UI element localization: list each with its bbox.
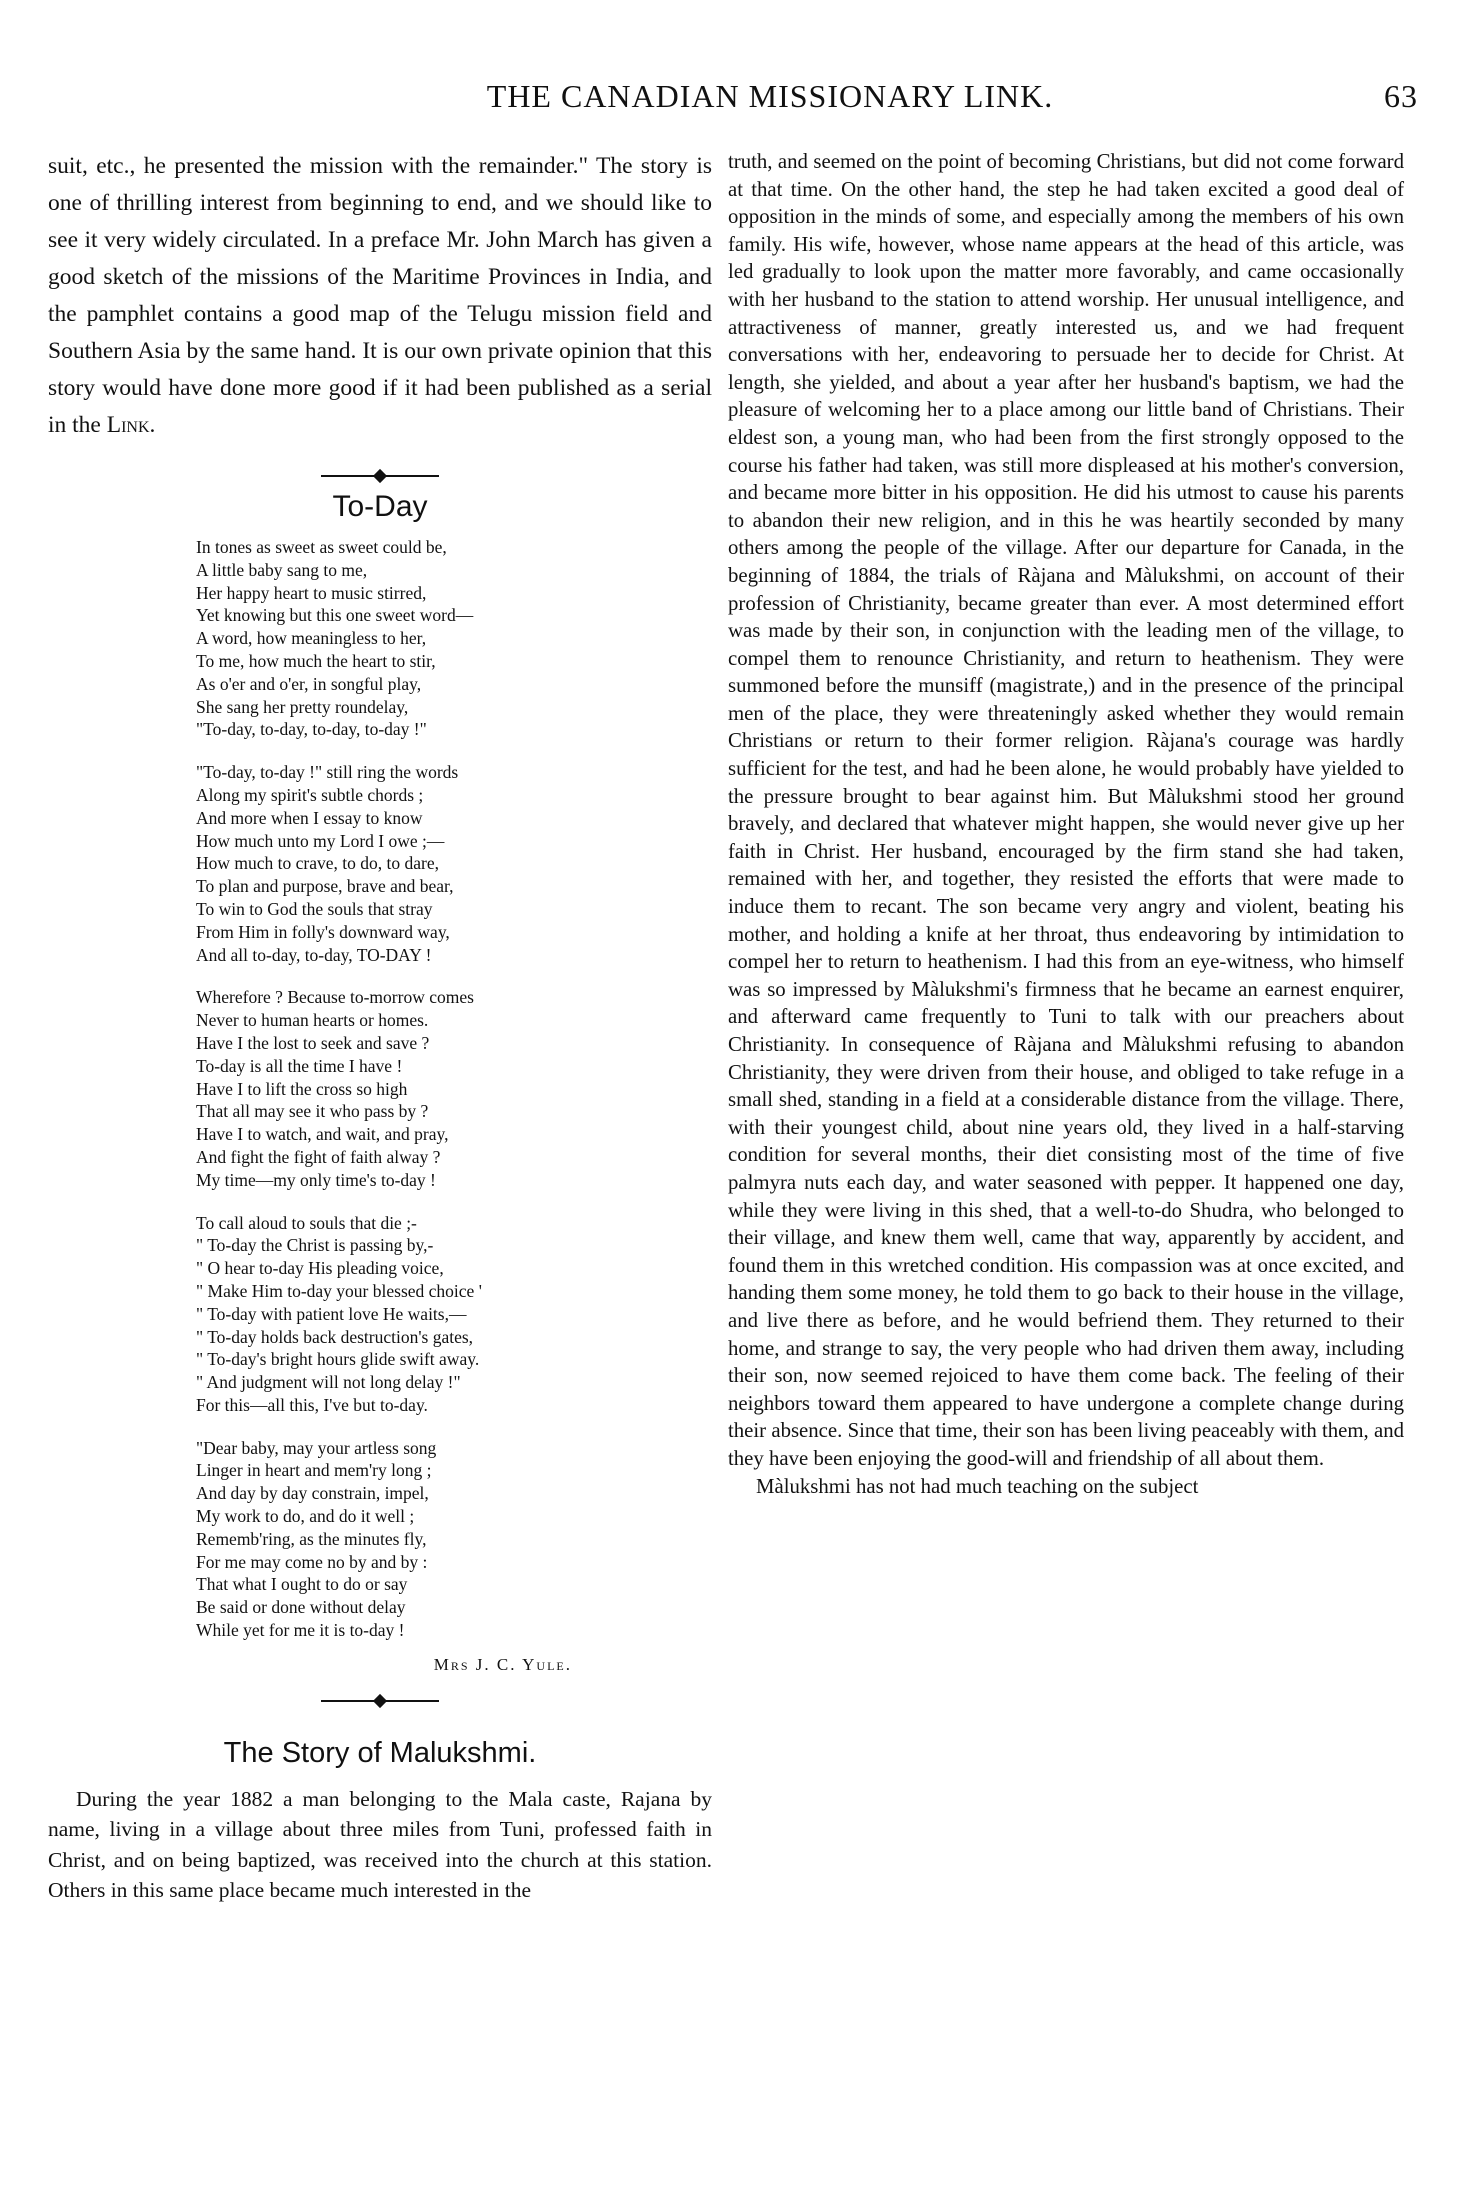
intro-text-before: suit, etc., he presented the mission with the remainder." The story is one of thrilling interest from beginning to end, and we should like to see it very widely circulated. In a preface Mr. John March has given a good sketch of the missions of the Maritime Provinces in India, and the pamphlet contains a good map of the Telugu mission field and Southern Asia by the same hand. It is our own private opinion that this story would have done more good if it had been published as a serial in the: [48, 153, 712, 438]
magazine-title: THE CANADIAN MISSIONARY LINK.: [486, 78, 1054, 114]
poem-stanza: [196, 1437, 712, 1642]
poem-line: To me, how much the heart to stir,: [196, 650, 436, 671]
poem-line: While yet for me it is to-day !: [196, 1620, 405, 1641]
poem-title: To-Day: [332, 490, 428, 523]
poem-line: From Him in folly's downward way,: [196, 921, 450, 942]
poem-line: Wherefore ? Because to-morrow comes: [196, 987, 474, 1008]
poem-line: "To-day, to-day, to-day, to-day !": [196, 719, 427, 740]
poem-line: My work to do, and do it well ;: [196, 1506, 415, 1527]
page-number: 63: [1384, 78, 1418, 114]
poem-line: " And judgment will not long delay !": [196, 1372, 461, 1393]
poem-line: Her happy heart to music stirred,: [196, 582, 427, 603]
story-paragraph: During the year 1882 a man belonging to the Mala caste, Rajana by name, living in a village about three miles from Tuni, professed faith in Christ, and on being baptized, was received into the church at this station. Others in this same place became much interested in the: [48, 1786, 712, 1903]
poem-line: Have I to watch, and wait, and pray,: [196, 1124, 449, 1145]
poem-line: Along my spirit's subtle chords ;: [196, 784, 424, 805]
poem-line: A little baby sang to me,: [196, 559, 368, 580]
running-header: [40, 78, 1420, 128]
poem-line: " To-day the Christ is passing by,-: [196, 1235, 434, 1256]
story-paragraph: Màlukshmi has not had much teaching on the subject: [756, 1474, 1199, 1498]
poem-line: Never to human hearts or homes.: [196, 1010, 429, 1031]
poem-line: In tones as sweet as sweet could be,: [196, 537, 447, 557]
intro-text-after: .: [149, 412, 156, 438]
poem-line: " Make Him to-day your blessed choice ': [196, 1280, 482, 1301]
poem-line: My time—my only time's to-day !: [196, 1169, 436, 1190]
poem-line: Rememb'ring, as the minutes fly,: [196, 1528, 427, 1549]
poem-stanza: [196, 986, 712, 1191]
poem-line: "Dear baby, may your artless song: [196, 1437, 437, 1458]
poem-line: Have I to lift the cross so high: [196, 1078, 408, 1099]
poem-line: She sang her pretty roundelay,: [196, 696, 409, 717]
left-column: [48, 148, 712, 1906]
poem-line: Be said or done without delay: [196, 1597, 406, 1618]
poem: [48, 536, 712, 1677]
story-title: The Story of Malukshmi.: [223, 1736, 537, 1769]
poem-line: For me may come no by and by :: [196, 1551, 428, 1572]
section-divider: [48, 1689, 712, 1713]
poem-author: Mrs J. C. Yule.: [433, 1654, 572, 1674]
poem-line: " To-day's bright hours glide swift away.: [196, 1349, 480, 1370]
poem-line: To plan and purpose, brave and bear,: [196, 876, 454, 897]
right-column: [728, 148, 1404, 1500]
poem-line: To-day is all the time I have !: [196, 1055, 403, 1076]
poem-line: And day by day constrain, impel,: [196, 1483, 429, 1504]
poem-line: Have I the lost to seek and save ?: [196, 1032, 430, 1053]
poem-line: That all may see it who pass by ?: [196, 1101, 429, 1122]
poem-line: How much to crave, to do, to dare,: [196, 853, 439, 874]
poem-line: Linger in heart and mem'ry long ;: [196, 1460, 432, 1481]
intro-link-word: Link: [106, 412, 150, 438]
section-divider: [48, 464, 712, 488]
poem-line: And more when I essay to know: [196, 807, 423, 828]
poem-line: " O hear to-day His pleading voice,: [196, 1258, 444, 1279]
poem-line: "To-day, to-day !" still ring the words: [196, 762, 459, 783]
poem-line: For this—all this, I've but to-day.: [196, 1394, 428, 1415]
poem-line: To win to God the souls that stray: [196, 898, 433, 919]
poem-line: To call aloud to souls that die ;-: [196, 1212, 417, 1233]
poem-line: That what I ought to do or say: [196, 1574, 408, 1595]
poem-line: How much unto my Lord I owe ;—: [196, 830, 445, 851]
poem-line: A word, how meaningless to her,: [196, 628, 427, 649]
poem-line: " To-day holds back destruction's gates,: [196, 1326, 474, 1347]
poem-line: And fight the fight of faith alway ?: [196, 1146, 441, 1167]
poem-stanza: [196, 1212, 712, 1417]
poem-line: " To-day with patient love He waits,—: [196, 1303, 467, 1324]
poem-stanza: [196, 761, 712, 966]
story-paragraph: truth, and seemed on the point of becoming Christians, but did not come forward at that time. On the other hand, the step he had taken excited a good deal of opposition in the minds of some, and especially among the members of his own family. His wife, however, whose name appears at the head of this article, was led gradually to look upon the matter more favorably, and came occasionally with her husband to the station to attend worship. Her unusual intelligence, and attractiveness of manner, greatly interested us, and we had frequent conversations with her, endeavoring to persuade her to decide for Christ. At length, she yielded, and about a year after her husband's baptism, we had the pleasure of welcoming her to a place among our little band of Christians. Their eldest son, a young man, who had been from the first strongly opposed to the course his father had taken, was still more displeased at his mother's conversion, and became more bitter in his opposition. He did his utmost to cause his parents to abandon their new religion, and in this he was heartily seconded by many others among the people of the village. After our departure for Canada, in the beginning of 1884, the trials of Ràjana and Màlukshmi, on account of their profession of Christianity, became greater than ever. A most determined effort was made by their son, in conjunction with the leading men of the village, to compel them to renounce Christianity, and return to heathenism. They were summoned before the munsiff (magistrate,) and in the presence of the principal men of the place, they were threateningly asked whether they would remain Christians or return to their former religion. Ràjana's courage was hardly sufficient for the test, and had he been alone, he would probably have yielded to the pressure brought to bear against him. But Màlukshmi stood her ground bravely, and declared that whatever might happen, she would never give up her faith in Christ. Her husband, encouraged by the firm stand she had taken, remained with her, and together, they resisted the efforts that were made to induce them to recant. The son became very angry and violent, beating his mother, and holding a knife at her throat, thus endeavoring by intimidation to compel her to return to heathenism. I had this from an eye-witness, who himself was so impressed by Màlukshmi's firmness that he became an earnest enquirer, and afterward came frequently to Tuni to talk with our preachers about Christianity. In consequence of Ràjana and Màlukshmi refusing to abandon Christianity, they were driven from their house, and obliged to take refuge in a small shed, standing in a field at a considerable distance from the village. There, with their youngest child, about nine years old, they lived in a half-starving condition for several months, their diet consisting most of the time of five palmyra nuts each day, and water seasoned with pepper. It happened one day, while they were living in this shed, that a well-to-do Shudra, who belonged to their village, and knew them well, came that way, apparently by accident, and found them in this wretched condition. His compassion was at once excited, and handing them some money, he told them to go back to their house in the village, and live there as before, and he would befriend them. They returned to their home, and strange to say, the very people who had driven them away, including their son, now seemed rejoiced to have them come back. The feeling of their neighbors toward them appeared to have undergone a complete change during their absence. Since that time, their son has been living peaceably with them, and they have been enjoying the good-will and friendship of all about them.: [728, 150, 1404, 1470]
poem-stanza: [196, 536, 712, 741]
poem-line: Yet knowing but this one sweet word—: [196, 605, 474, 626]
poem-line: As o'er and o'er, in songful play,: [196, 673, 422, 694]
intro-paragraph: [48, 148, 712, 444]
poem-line: And all to-day, to-day, TO-DAY !: [196, 944, 432, 965]
